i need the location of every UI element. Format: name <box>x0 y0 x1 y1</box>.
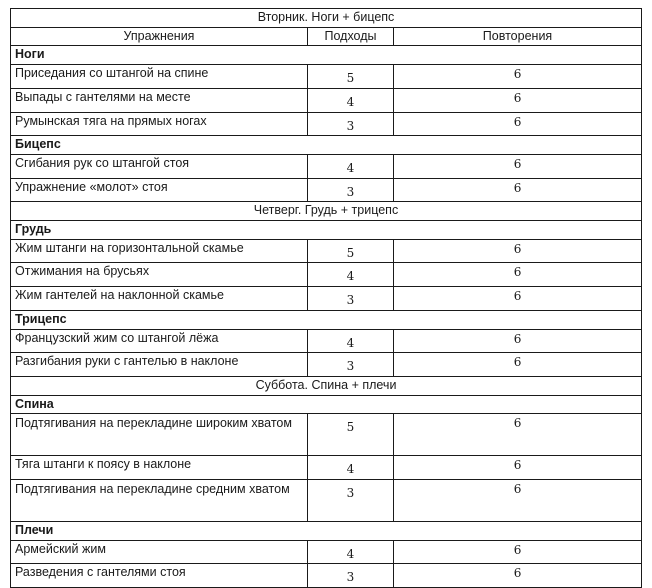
muscle-group-row <box>11 46 642 65</box>
exercise-sets: 4 <box>308 263 394 287</box>
exercise-name: Жим штанги на горизонтальной скамье <box>11 239 308 263</box>
exercise-row <box>11 154 642 178</box>
exercise-name: Разведения с гантелями стоя <box>11 564 308 588</box>
muscle-group-name: Плечи <box>11 522 642 541</box>
exercise-name: Упражнение «молот» стоя <box>11 178 308 202</box>
exercise-row <box>11 287 642 311</box>
exercise-row <box>11 329 642 353</box>
exercise-reps: 6 <box>394 329 642 353</box>
day-row <box>11 9 642 28</box>
day-title: Четверг. Грудь + трицепс <box>11 202 642 221</box>
exercise-row <box>11 480 642 522</box>
workout-table <box>10 8 642 588</box>
exercise-name: Отжимания на брусьях <box>11 263 308 287</box>
workout-sheet <box>10 8 641 588</box>
exercise-sets: 3 <box>308 287 394 311</box>
exercise-sets: 4 <box>308 154 394 178</box>
column-header-sets: Подходы <box>308 27 394 46</box>
exercise-reps: 6 <box>394 178 642 202</box>
exercise-reps: 6 <box>394 353 642 377</box>
muscle-group-name: Бицепс <box>11 136 642 155</box>
header-row <box>11 27 642 46</box>
exercise-sets: 4 <box>308 88 394 112</box>
exercise-sets: 3 <box>308 564 394 588</box>
exercise-reps: 6 <box>394 456 642 480</box>
exercise-reps: 6 <box>394 564 642 588</box>
muscle-group-name: Спина <box>11 395 642 414</box>
exercise-row <box>11 263 642 287</box>
exercise-sets: 3 <box>308 353 394 377</box>
day-title: Суббота. Спина + плечи <box>11 376 642 395</box>
day-row <box>11 202 642 221</box>
muscle-group-row <box>11 310 642 329</box>
exercise-name: Румынская тяга на прямых ногах <box>11 112 308 136</box>
exercise-name: Жим гантелей на наклонной скамье <box>11 287 308 311</box>
day-row <box>11 376 642 395</box>
exercise-name: Выпады с гантелями на месте <box>11 88 308 112</box>
exercise-row <box>11 239 642 263</box>
column-header-reps: Повторения <box>394 27 642 46</box>
exercise-reps: 6 <box>394 540 642 564</box>
exercise-name: Подтягивания на перекладине широким хватом <box>11 414 308 456</box>
muscle-group-name: Грудь <box>11 221 642 240</box>
exercise-row <box>11 414 642 456</box>
exercise-row <box>11 65 642 89</box>
exercise-sets: 4 <box>308 329 394 353</box>
muscle-group-row <box>11 395 642 414</box>
exercise-sets: 4 <box>308 540 394 564</box>
exercise-name: Тяга штанги к поясу в наклоне <box>11 456 308 480</box>
exercise-reps: 6 <box>394 287 642 311</box>
muscle-group-row <box>11 221 642 240</box>
exercise-reps: 6 <box>394 112 642 136</box>
exercise-row <box>11 112 642 136</box>
column-header-exercises: Упражнения <box>11 27 308 46</box>
muscle-group-row <box>11 136 642 155</box>
exercise-reps: 6 <box>394 65 642 89</box>
exercise-reps: 6 <box>394 239 642 263</box>
exercise-reps: 6 <box>394 88 642 112</box>
exercise-sets: 3 <box>308 480 394 522</box>
exercise-name: Разгибания руки с гантелью в наклоне <box>11 353 308 377</box>
exercise-row <box>11 456 642 480</box>
exercise-row <box>11 564 642 588</box>
exercise-name: Армейский жим <box>11 540 308 564</box>
exercise-name: Приседания со штангой на спине <box>11 65 308 89</box>
exercise-sets: 4 <box>308 456 394 480</box>
exercise-reps: 6 <box>394 480 642 522</box>
exercise-sets: 3 <box>308 178 394 202</box>
workout-table-body <box>11 9 642 588</box>
exercise-sets: 5 <box>308 414 394 456</box>
exercise-name: Подтягивания на перекладине средним хватом <box>11 480 308 522</box>
exercise-reps: 6 <box>394 263 642 287</box>
exercise-reps: 6 <box>394 414 642 456</box>
exercise-name: Французский жим со штангой лёжа <box>11 329 308 353</box>
day-title: Вторник. Ноги + бицепс <box>11 9 642 28</box>
exercise-row <box>11 540 642 564</box>
muscle-group-name: Ноги <box>11 46 642 65</box>
exercise-sets: 5 <box>308 239 394 263</box>
muscle-group-row <box>11 522 642 541</box>
exercise-reps: 6 <box>394 154 642 178</box>
exercise-row <box>11 88 642 112</box>
exercise-row <box>11 178 642 202</box>
exercise-sets: 3 <box>308 112 394 136</box>
muscle-group-name: Трицепс <box>11 310 642 329</box>
exercise-row <box>11 353 642 377</box>
exercise-sets: 5 <box>308 65 394 89</box>
exercise-name: Сгибания рук со штангой стоя <box>11 154 308 178</box>
